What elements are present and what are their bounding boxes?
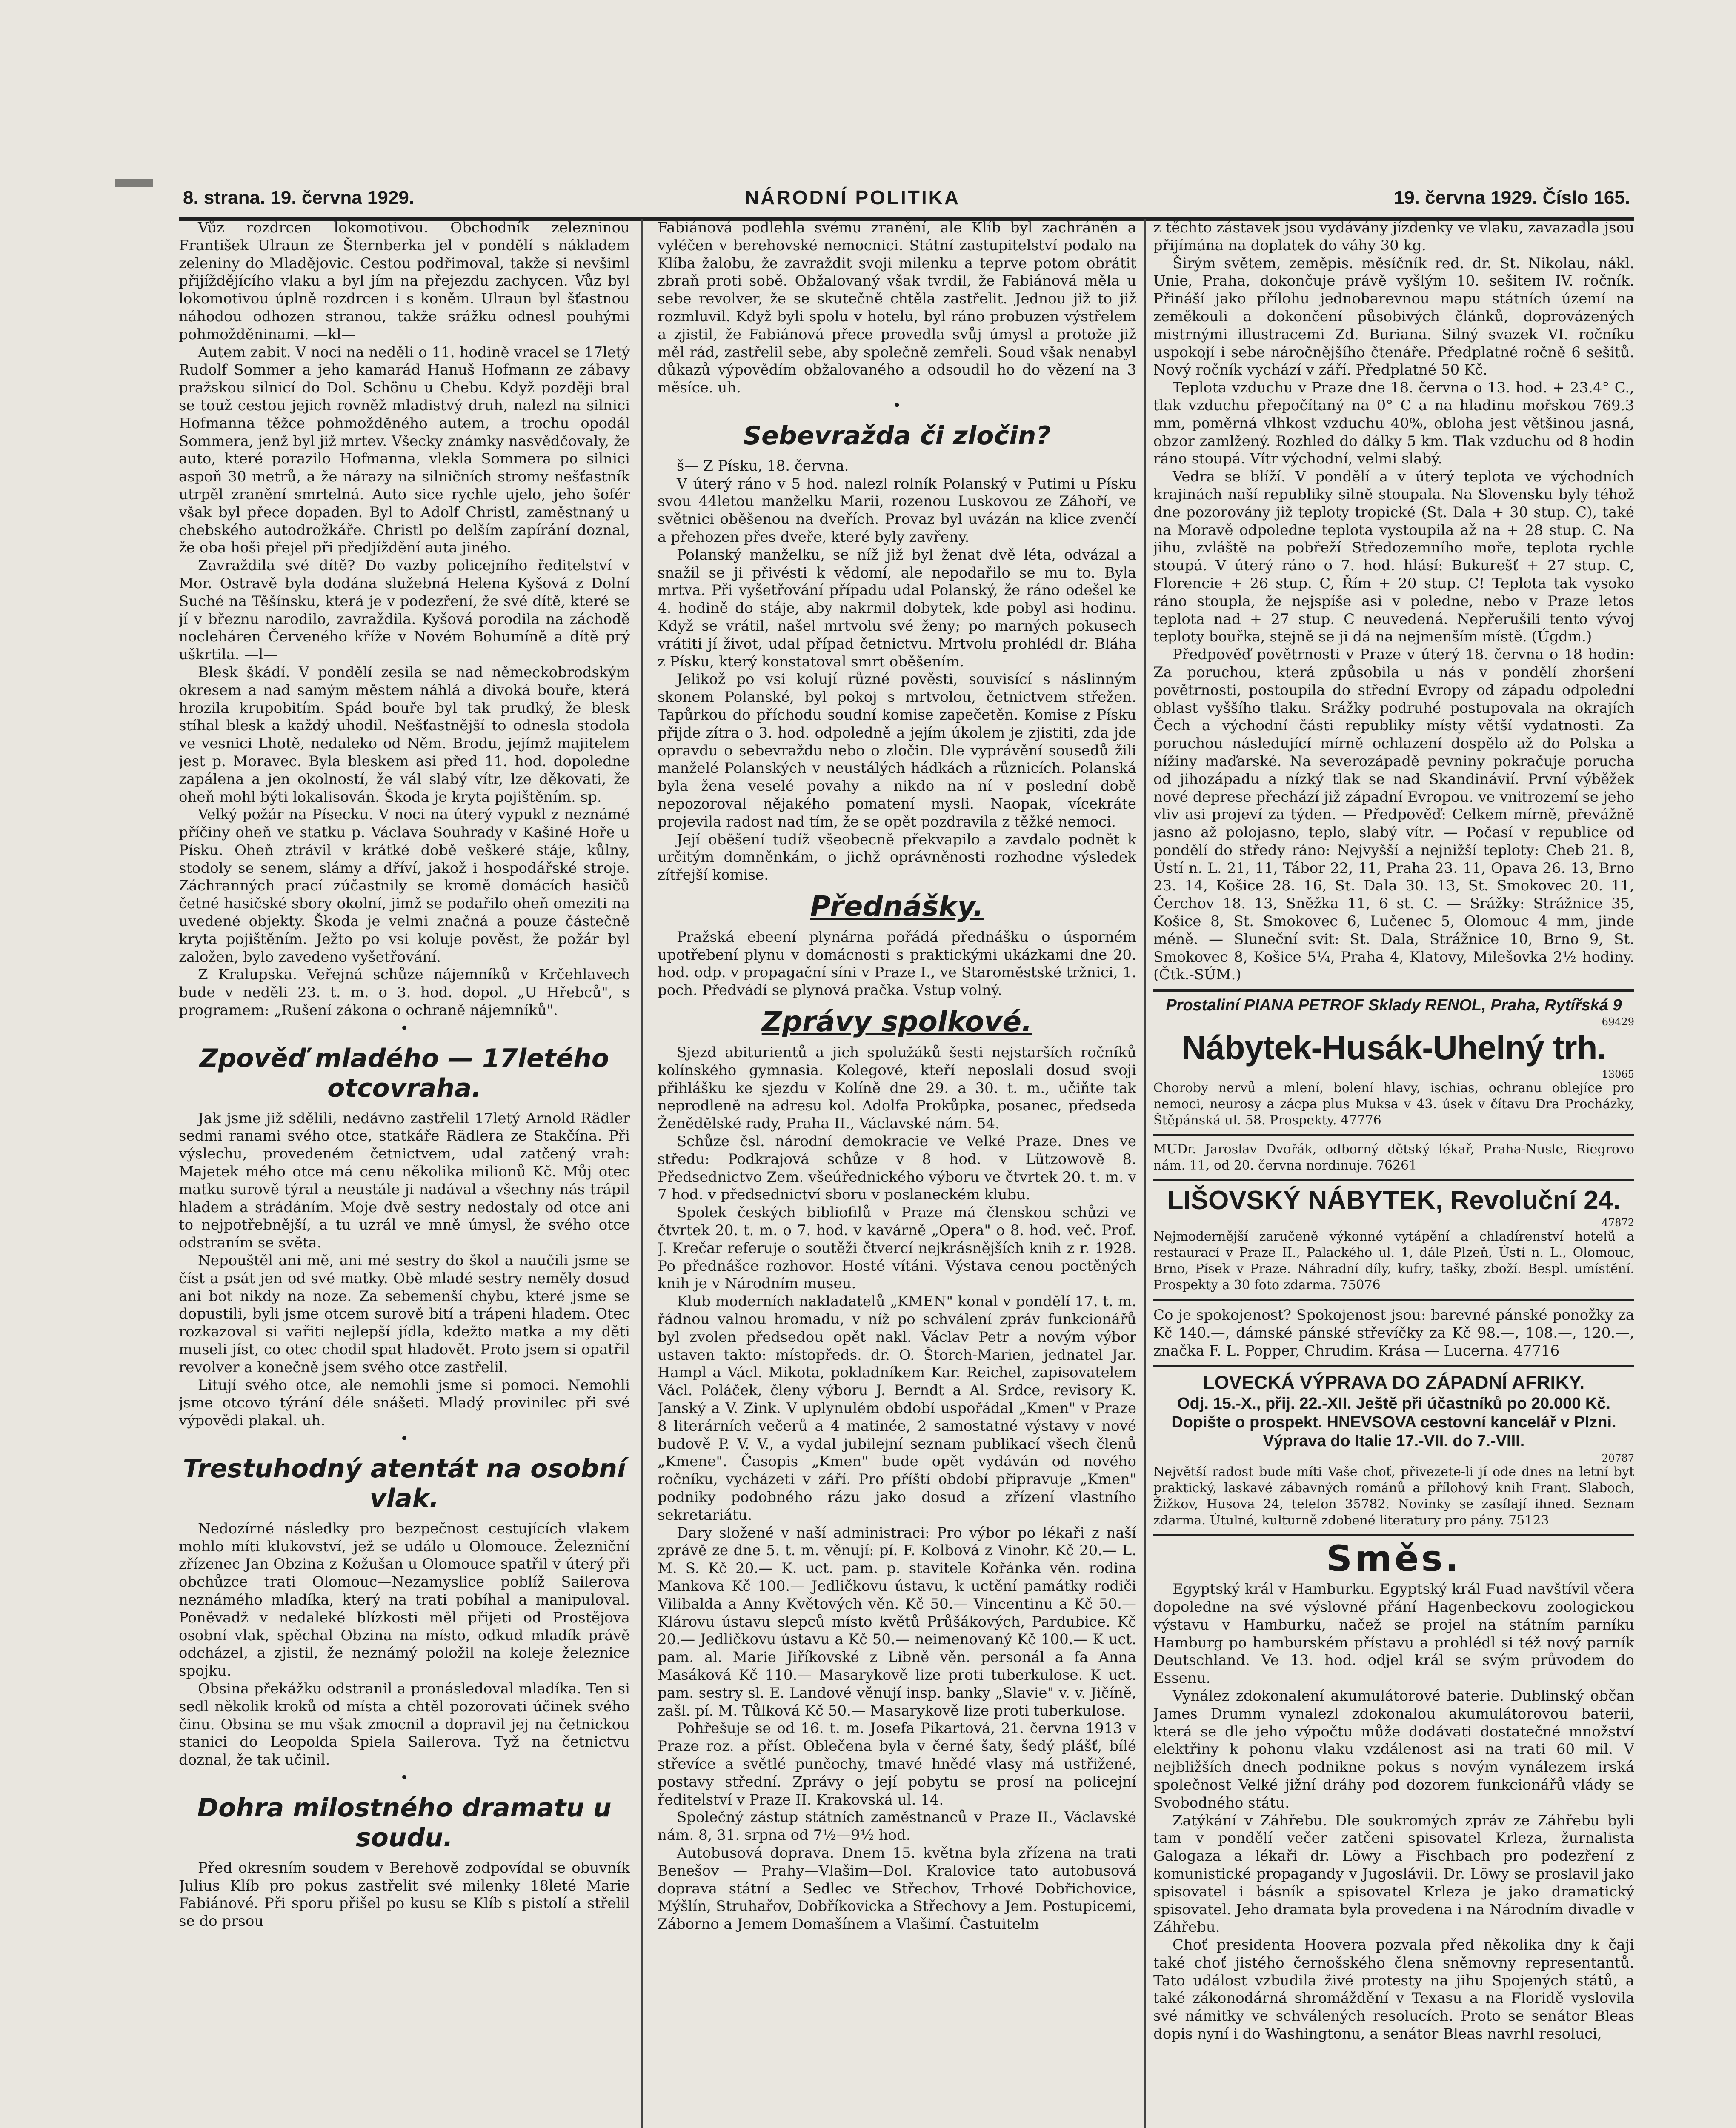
news-item: Vynález zdokonalení akumulátorové baterie. Dublinský občan James Drumm vynalezl zdokonalou akumulátorovou baterii, která se dle jeho výpočtu může dodávati dostatečné množství elektřiny k pohonu vlaku vzdálenost asi na trati 60 mil. V nejbližších dnech podnikne pokus s novým vynálezem irská společnost Velké jižní dráhy pod dozorem funkcionářů vlády se Svobodného státu. (1153, 1687, 1634, 1811)
news-item: Egyptský král v Hamburku. Egyptský král Fuad navštívil včera dopoledne na své výslovné přání Hagenbeckovu zoologickou výstavu v Hamburku, načež se projel na státním parníku Hamburg po hamburském přístavu a prohlédl si též nový parník Deutschland. Ve 13. hod. odjel král se svým průvodem do Essenu. (1153, 1581, 1634, 1687)
page-header (179, 181, 1634, 221)
advertisement-small: Co je spokojenost? Spokojenost jsou: barevné pánské ponožky za Kč 140.—, dámské pánské střevíčky za Kč 98.—, 108.—, 120.—, značka F. L. Popper, Chrudim. Krása — Lucerna. 47716 (1153, 1306, 1634, 1359)
column-2 (658, 219, 1136, 2128)
ad-divider (1153, 1299, 1634, 1301)
news-item: Autobusová doprava. Dnem 15. května byla zřízena na trati Benešov — Prahy—Vlašim—Dol. Kralovice tato autobusová doprava státní a Sedlec ve Střechov, Trhové Dobřichovice, Mýšlín, Struhařov, Dobříkovicka a Střechovy a Jem. Postupicemi, Záborno a Jemem Domašínem a Vlašimí. Častuitelm (658, 1844, 1136, 1933)
news-item: Předpověď povětrnosti v Praze v úterý 18. června o 18 hodin: Za poruchou, která způsobila u nás v pondělí zhoršení povětrnosti, postoupila do střední Evropy od západu odpolední oblast vyššího tlaku. Srážky podruhé postupovala na okrajích Čech a východní části republiky místy větší vydatnosti. Za poruchou následující mírně ochlazení dospělo až do Polska a nížiny maďarské. Na severozápadě pevniny pokračuje porucha od jihozápadu a nízký tlak se nad Skandinávií. První výběžek nové deprese přechází již západní Evropou. ve vnitrozemí se jeho vliv asi projeví za týden. — Předpověď: Celkem mírně, převážně jasno až polojasno, teplo, slabý vítr. — Počasí v republice od pondělí do středy ráno: Nejvyšší a nejnižší teploty: Cheb 21. 8, Ústí n. L. 21, 11, Tábor 22, 11, Praha 23. 11, Opava 26. 13, Brno 23. 14, Košice 28. 16, St. Dala 30. 13, St. Smokovec 20. 11, Čerchov 18. 13, Sněžka 11, 6 st. C. — Srážky: Strážnice 35, Košice 8, St. Smokovec 6, Lučenec 5, Olomouc 4 mm, jinde méně. — Sluneční svit: St. Dala, Strážnice 10, Brno 9, St. Smokovec 8, Košice 5¼, Praha 4, Klatovy, Milešovka 2½ hodiny. (Čtk.-SÚM.) (1153, 646, 1634, 984)
news-item: Z Kralupska. Veřejná schůze nájemníků v Krčehlavech bude v neděli 23. t. m. o 3. hod. dopol. „U Hřebců", s programem: „Rušení zákona o ochraně nájemníků". (179, 966, 630, 1019)
news-item: Spolek českých bibliofilů v Praze má členskou schůzi ve čtvrtek 20. t. m. o 7. hod. v kavárně „Opera" o 8. hod. več. Prof. J. Krečar referuje o soutěži čtvercí nejkrásnějších knih z r. 1928. Po přednášce rozhovor. Hosté vítáni. Výstava cenou poctěných knih je v Národním museu. (658, 1204, 1136, 1293)
paragraph: z těchto zástavek jsou vydávány jízdenky ve vlaku, zavazadla jsou přijímána na doplatek do váhy 30 kg. (1153, 219, 1634, 254)
paragraph: Její oběšení tudíž všeobecně překvapilo a zavdalo podnět k určitým domněnkám, o jichž oprávněnosti rozhodne výsledek zítřejší komise. (658, 831, 1136, 884)
paragraph: Obsina překážku odstranil a pronásledoval mladíka. Ten si sedl několik kroků od místa a chtěl pozorovati účinek svého činu. Obsina se mu však zmocnil a dopravil jej na četnickou stanici do Leopolda Spiela Sailerova. Tyž na četnictvu doznal, že tak učinil. (179, 1680, 630, 1769)
header-left: 8. strana. 19. června 1929. (183, 187, 415, 208)
news-item: Zavraždila své dítě? Do vazby policejního ředitelství v Mor. Ostravě byla dodána služebná Helena Kyšová z Dolní Suché na Těšínsku, která je v podezření, že své dítě, které se jí v březnu narodilo, zavraždila. Kyšová porodila na záchodě nocleháren Červeného kříže v Novém Bohumíně a dítě prý uškrtila. —l— (179, 557, 630, 664)
advertisement-small: MUDr. Jaroslav Dvořák, odborný dětský lékař, Praha-Nusle, Riegrovo nám. 11, od 20. června nordinuje. 76261 (1153, 1141, 1634, 1173)
news-item: Širým světem, zeměpis. měsíčník red. dr. St. Nikolau, nákl. Unie, Praha, dokončuje právě vyšlým 10. sešitem IV. ročník. Přináší jako přílohu jednobarevnou mapu státních území na zeměkouli a dokončení působivých článků, doprovázených mistrnými illustracemi Zd. Buriana. Silný svazek VI. ročníku uspokojí i sebe náročnějšího čtenáře. Předplatné ročně 6 sešitů. Nový ročník vychází v září. Předplatné 50 Kč. (1153, 255, 1634, 379)
advertisement-furniture: Nábytek-Husák-Uhelný trh. (1181, 1029, 1606, 1067)
separator: • (400, 1430, 409, 1447)
news-item: Teplota vzduchu v Praze dne 18. června o 13. hod. + 23.4° C., tlak vzduchu přepočítaný na 0° C a na hladinu mořskou 769.3 mm, poměrná vlhkost vzduchu 40%, obloha jest většinou jasná, obzor zamlžený. Rozhled do dálky 5 km. Tlak vzduchu od 8 hodin ráno stoupá. Vítr východní, velmi slabý. (1153, 379, 1634, 468)
ad-number: 47872 (1602, 1216, 1634, 1229)
paragraph: Nepouštěl ani mě, ani mé sestry do škol a naučili jsme se číst a psát jen od své matky. Obě mladé sestry neměly dosud ani bot nikdy na noze. Za sebemenší chybu, které jsme se dopustili, byli jsme otcem surově bití a trápeni hladem. Otec rozkazoval si vařiti nejlepší jídla, kdežto matka a my děti museli jíst, co otec chodil spat hladovět. Proto jsem si opatřil revolver a konečně jsem svého otce zastřelil. (179, 1252, 630, 1376)
column-1 (179, 219, 630, 2128)
separator: • (892, 397, 901, 414)
news-item: Klub moderních nakladatelů „KMEN" konal v pondělí 17. t. m. řádnou valnou hromadu, v níž po schválení zpráv funkcionářů byl zvolen předsedou opět nakl. Václav Petr a novým výbor ustaven takto: místopředs. dr. O. Štorch-Marien, jednatel Jar. Hampl a Václ. Mikota, pokladníkem Kar. Reichel, zapisovatelem Václ. Poláček, členy výboru J. Berndt a Al. Srdce, revisory K. Janský a V. Zink. V uplynulém období uspořádal „Kmen" v Praze 8 literárních večerů a 4 matinée, 2 samostatné výstavy v nové budově P. V. V., a vydal jubilejní seznam publikací všech členů „Kmene". Časopis „Kmen" bude opět vydáván od nového ročníku, vycházeti v září. Pro příští období připravuje „Kmen" podniky podobného rázu jako dosud a zřízení vlastního sekretariátu. (658, 1293, 1136, 1524)
news-item: Dary složené v naší administraci: Pro výbor po lékaři z naší zprávě ze dne 5. t. m. věnují: pí. F. Kolbová z Vinohr. Kč 20.— L. M. S. Kč 20.— K. uct. pam. p. stavitele Kořánka věn. rodina Mankova Kč 100.— Jedličkovu ústavu, k uctění památky rodiči Vilibalda a Anny Květových věn. Kč 50.— Vincentinu a Kč 50.— Klárovu ústavu slepců místo květů Průšákových, Pardubice. Kč 20.— Jedličkovu ústavu a Kč 50.— neimenovaný Kč 100.— K uct. pam. al. Marie Jiříkovské z Libně věn. personál a fa Anna Masáková Kč 110.— Masarykově lize proti tuberkulose. K uct. pam. sestry sl. E. Landové věnují insp. banky „Slavie" v. v. Jičíně, zašl. pí. M. Tůlková Kč 50.— Masarykově lize proti tuberkulose. (658, 1524, 1136, 1719)
news-item: Sjezd abiturientů a jich spolužáků šesti nejstarších ročníků kolínského gymnasia. Kolegové, kteří neposlali dosud svoji přihlášku ke sjezdu v Kolíně dne 29. a 30. t. m., učiňte tak neprodleně na adresu kol. Adolfa Prokůpka, posanec, předseda Ženědělské rady, Praha II., Václavské nám. 54. (658, 1044, 1136, 1133)
ink-smudge (115, 179, 153, 187)
column-rule (641, 219, 643, 2128)
ad-number: 20787 (1602, 1452, 1634, 1464)
dateline: š— Z Písku, 18. června. (677, 457, 849, 475)
paragraph: V úterý ráno v 5 hod. nalezl rolník Polanský v Putimi u Písku svou 44letou manželku Marii, rozenou Luskovou ze Záhoří, ve světnici oběšenou na dveřích. Provaz byl uvázán na klice zvenčí a přehozen přes dveře, které byly zavřeny. (658, 475, 1136, 546)
advertisement-small: Choroby nervů a mlení, bolení hlavy, ischias, ochranu oblejíce pro nemoci, neurosy a zácpa plus Muksa v 43. úsek v čítavu Dra Procházky, Štěpánská ul. 58. Prospekty. 47776 (1153, 1080, 1634, 1128)
news-item: Pohřešuje se od 16. t. m. Josefa Pikartová, 21. června 1913 v Praze roz. a příst. Oblečena byla v černé šaty, šedý plášť, bílé střevíce a světlé punčochy, tmavé hnědé vlasy má ustřižené, postavy střední. Zprávy o její pobytu se prosí na policejní ředitelství v Praze II. Krakovská ul. 14. (658, 1720, 1136, 1808)
paragraph: Polanský manželku, se níž již byl ženat dvě léta, odvázal a snažil se ji přivésti k vědomí, ale nepodařilo se mu to. Byla mrtva. Při vyšetřování případu udal Polanský, že ráno odešel ke 4. hodině do stáje, aby nakrmil dobytek, kde pobyl asi hodinu. Když se vrátil, našel mrtvolu své ženy; po marných pokusech vrátiti jí život, udal případ četnictvu. Mrtvolu prohlédl dr. Bláha z Písku, který konstatoval smrt oběšením. (658, 546, 1136, 670)
news-item: Choť presidenta Hoovera pozvala před několika dny k čaji také choť jistého černošského člena sněmovny representantů. Tato událost vzbudila živé protesty na jihu Spojených států, a také zákonodárná shromáždění v Texasu a na Floridě vyslovila své námitky ve schválených resolucích. Proto se senátor Bleas dopis nyní i do Washingtonu, a senátor Bleas navrhl resoluci, (1153, 1936, 1634, 2043)
header-right: 19. června 1929. Číslo 165. (1393, 187, 1630, 208)
ad-number: 69429 (1602, 1016, 1634, 1028)
advertisement-hunting-title: LOVECKÁ VÝPRAVA DO ZÁPADNÍ AFRIKY. (1203, 1372, 1585, 1393)
ad-divider (1153, 989, 1634, 992)
article-headline: Trestuhodný atentát na osobní vlak. (183, 1453, 626, 1513)
ad-divider (1153, 1134, 1634, 1136)
paragraph: Jak jsme již sdělili, nedávno zastřelil 17letý Arnold Rädler sedmi ranami svého otce, statkáře Rädlera ze Stakčína. Při výslechu, provedeném četnictvem, udal zatčený vrah: Majetek mého otce má cenu několika milionů Kč. Můj otec matku surově týral a neustále ji nadával a všechny nás trápil hladem a strádáním. Moje dvě sestry nedostaly od otce ani to nejpotřebnější, a tu uzrál ve mně úmysl, že svého otce odstraním se světa. (179, 1110, 630, 1252)
advertisement-hunting: Odj. 15.-X., přij. 22.-XII. Ještě při účastníků po 20.000 Kč. Dopište o prospekt. HNEVSOVA cestovní kancelář v Plzni. Výprava do Italie 17.-VII. do 7.-VIII. (1171, 1395, 1616, 1450)
news-item: Velký požár na Písecku. V noci na úterý vypukl z neznámé příčiny oheň ve statku p. Václava Souhrady v Kašiné Hoře u Písku. Oheň ztrávil v krátké době veškeré stáje, kůlny, stodoly se senem, slámy a dříví, jakož i hospodářské stroje. Záchranných prací zúčastnily se kromě domácích hasičů četné hasičské sbory okolní, jimž se podařilo oheň omeziti na uvedené objekty. Škoda je velmi značná a pouze částečně kryta pojištěním. Ježto po vsi koluje pověst, že požár byl založen, bylo zavedeno vyšetřování. (179, 806, 630, 966)
paragraph: Nedozírné následky pro bezpečnost cestujících vlakem mohlo míti klukovství, jež se událo u Olomouce. Železniční zřízenec Jan Obzina z Kožušan u Olomouce spatřil v úterý při obchůzce trati Olomouc—Nezamyslice poblíž Sailerova neznámého mladíka, který na trati pobíhal a manipuloval. Poněvadž v nedaleké blízkosti měl přijeti od Prostějova osobní vlak, spěchal Obzina na místo, odkud mladík právě odcházel, a zjistil, že neznámý položil na koleje železnice spojku. (179, 1520, 630, 1680)
news-item: Zatýkání v Záhřebu. Dle soukromých zpráv ze Záhřebu byli tam v pondělí večer zatčeni spisovatel Krleza, žurnalista Galogaza a lékaři dr. Löwy a Fischbach pro podezření z komunistické propagandy v Jugoslávii. Dr. Löwy se proslavil jako spisovatel i básník a spisovatel Krleza je jako dramatický spisovatel. Jeho dramata byla provedena i na Národním divadle v Záhřebu. (1153, 1812, 1634, 1936)
ad-divider (1153, 1534, 1634, 1536)
section-heading: Zprávy spolkové. (761, 1005, 1032, 1038)
advertisement-small: Největší radost bude míti Vaše choť, přivezete-li jí ode dnes na letní byt praktický, laskavé zábavných románů a přílohový knih Frant. Slaboch, Žižkov, Husova 24, telefon 35782. Novinky se zasílají ihned. Seznam zdarma. Útulné, kulturně zdobené literatury pro pány. 75123 (1153, 1464, 1634, 1528)
article-headline: Zpověď mladého — 17letého otcovraha. (199, 1043, 609, 1103)
paragraph: Jelikož po vsi kolují různé pověsti, souvisící s náslinným skonem Polanské, byl pokoj s mrtvolou, četnictvem střežen. Tapůrkou do příchodu soudní komise zapečetěn. Komise z Písku přijde zítra o 3. hod. odpoledně a jejím úkolem je zjistiti, zda jde opravdu o sebevraždu nebo o zločin. Dle vyprávění sousedů žili manželé Polanských v neustálých hádkách a různicích. Polanská byla žena veselé povahy a nikdo na ní v poslední době nepozoroval nějakého pomatení mysli. Naopak, vícekráte projevila radost nad tím, že se opět pozdravila z těžké nemoci. (658, 671, 1136, 830)
paragraph: Litují svého otce, ale nemohli jsme si pomoci. Nemohli jsme otcovo týrání déle snášeti. Mladý provinilec při své výpovědi plakal. uh. (179, 1376, 630, 1430)
column-rule (1144, 219, 1146, 2128)
separator: • (400, 1769, 409, 1786)
article-headline: Sebevražda či zločin? (743, 420, 1051, 451)
masthead: NÁRODNÍ POLITIKA (745, 186, 961, 209)
news-item: Vůz rozdrcen lokomotivou. Obchodník zelezninou František Ulraun ze Šternberka jel v pondělí s nákladem zeleniny do Mladějovic. Cestou podřimoval, takže si nevšiml přijíždějícího vlaku a byl jím na přejezdu zachycen. Vůz byl lokomotivou úplně rozdrcen i s koněm. Ulraun byl šťastnou náhodou odhozen stranou, takže srážku odnesl pouhými pohmožděninami. —kl— (179, 219, 630, 343)
news-item: Autem zabit. V noci na neděli o 11. hodině vracel se 17letý Rudolf Sommer a jeho kamarád Hanuš Hofmann ze zábavy pražskou silnicí do Dol. Schönu u Chebu. Když později bral se touž cestou jejich rovněž mladistvý druh, nalezl na silnici Hofmanna těžce pohmožděného autem, a trochu opodál Sommera, jenž byl již mrtev. Všecky známky nasvědčovaly, že auto, které porazilo Hofmanna, vlekla Sommera po silnici aspoň 30 metrů, a že nárazy na silničních stromy nešťastník utrpěl zranění smrtelná. Auto sice rychle ujelo, jeho šofér však byl přece dopaden. Byl to Adolf Christl, zaměstnaný u chebského autodrožkáře. Christl po delším zapírání doznal, že oba hoši přejel při předjíždění auta jiného. (179, 343, 630, 557)
section-heading: Přednášky. (810, 890, 984, 923)
advertisement-piano: Prostaliní PIANA PETROF Sklady RENOL, Praha, Rytířská 9 (1166, 996, 1622, 1015)
news-item: Pražská ebeení plynárna pořádá přednášku o úsporném upotřebení plynu v domácnosti s praktickými ukázkami dne 20. hod. odp. v propagační síni v Praze I., ve Staroměstské tržnici, 1. poch. Předvádí se plynová pračka. Vstup volný. (658, 928, 1136, 999)
advertisement-small: Nejmodernější zaručeně výkonné vytápění a chladírenství hotelů a restaurací v Praze II., Palackého ul. 1, dále Plzeň, Ústí n. L., Olomouc, Brno, Písek v Praze. Náhradní díly, kufry, tašky, zboží. Bespl. umístění. Prospekty a 30 foto zdarma. 75076 (1153, 1229, 1634, 1293)
paragraph: Fabiánová podlehla svému zranění, ale Klíb byl zachráněn a vyléčen v berehovské nemocnici. Státní zastupitelství podalo na Klíba žalobu, že zavraždit svoji milenku a teprve potom obrátit zbraň proti sobě. Obžalovaný však tvrdil, že Fabiánová měla u sebe revolver, že se skutečně chtěla zastřelit. Jednou již to již rozmluvil. Když byli spolu v hotelu, byl ráno probuzen výstřelem a zjistil, že Fabiánová přece provedla svůj úmysl a protože již měl rád, zastřelil sebe, aby společně zemřeli. Soud však nenabyl důkazů výpovědím obžalovaného a odsoudil ho do vězení na 3 měsíce. uh. (658, 219, 1136, 397)
news-item: Schůze čsl. národní demokracie ve Velké Praze. Dnes ve středu: Podkrajová schůze v 8 hod. v Lützowově 8. Předsednictvo Zem. všeúřednického výboru ve čtvrtek 20. t. m. v 7 hod. v předsednictví sboru v poslaneckém klubu. (658, 1133, 1136, 1204)
advertisement-lisovsky: LIŠOVSKÝ NÁBYTEK, Revoluční 24. (1167, 1185, 1621, 1215)
article-headline: Dohra milostného dramatu u soudu. (197, 1793, 612, 1853)
paragraph: Před okresním soudem v Berehově zodpovídal se obuvník Julius Klíb pro pokus zastřelit své milenky 18leté Marie Fabiánové. Při sporu přišel po kusu se Klíb s pistolí a střelil se do prsou (179, 1859, 630, 1930)
ad-divider (1153, 1365, 1634, 1367)
news-item: Vedra se blíží. V pondělí a v úterý teplota ve východních krajinách naší republiky silně stoupala. Na Slovensku byly téhož dne pozorovány již teploty tropické (St. Dala + 30 stup. C), také na Moravě odpoledne teplota vystoupila až na + 28 stup. C. Na jihu, zvláště na pobřeží Středozemního moře, teplota rychle stoupá. V úterý ráno o 7. hod. hlásí: Bukurešť + 27 stup. C, Florencie + 26 stup. C, Řím + 20 stup. C! Teplota tak vysoko ráno stoupla, že nejspíše asi v poledne, nebo v Praze letos teplota nad + 27 stup. C neuvedená. Nepřerušili tento vývoj teploty bouřka, stejně se ji dá na nejmenším místě. (Úgdm.) (1153, 468, 1634, 646)
separator: • (400, 1019, 409, 1037)
ad-number: 13065 (1602, 1068, 1634, 1080)
news-item: Společný zástup státních zaměstnanců v Praze II., Václavské nám. 8, 31. srpna od 7½—9½ hod. (658, 1809, 1136, 1844)
column-3 (1153, 219, 1634, 2128)
ad-divider (1153, 1179, 1634, 1181)
section-heading: Směs. (1326, 1538, 1461, 1580)
news-item: Blesk škádí. V pondělí zesila se nad německobrodským okresem a nad samým městem náhlá a divoká bouře, která hrozila krupobitím. Spád bouře byl tak prudký, že blesk stíhal blesk a každý uhodil. Nešťastnější to odnesla stodola ve vesnici Lhotě, nedaleko od Něm. Brodu, jejímž majitelem jest p. Moravec. Byla bleskem asi před 11. hod. dopoledne zapálena a jen okolností, že vál slabý vítr, lze děkovati, že oheň mohl býti lokalisován. Škoda je kryta pojištěním. sp. (179, 664, 630, 806)
